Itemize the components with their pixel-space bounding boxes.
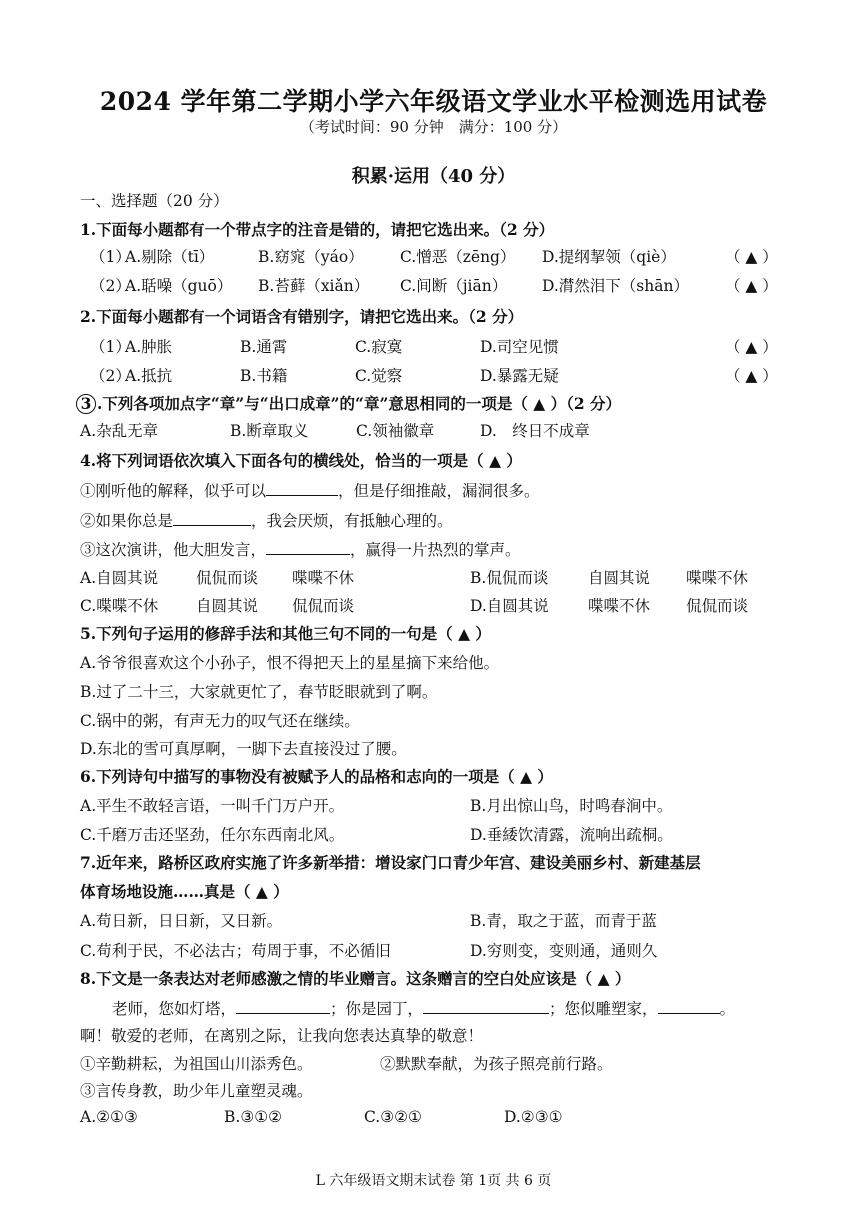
question-7-stem-line-1: 7.近年来，路桥区政府实施了许多新举措：增设家门口青少年宫、建设美丽乡村、新建基层 [80, 853, 701, 872]
option-c: C.觉察 [355, 367, 403, 385]
option-a: A.抵抗 [125, 367, 173, 385]
sentence-part: ，赢得一片热烈的掌声。 [350, 541, 521, 559]
sentence-part: ，我会厌烦，有抵触心理的。 [251, 512, 453, 530]
option-c: C.领袖徽章 [356, 422, 435, 440]
question-8-passage-line-1 [112, 997, 787, 1020]
question-8-stem: 8.下文是一条表达对老师感激之情的毕业赠言。这条赠言的空白处应该是（ ▲ ） [80, 969, 631, 988]
answer-bracket[interactable]: （ ▲ ） [725, 277, 778, 295]
option-b: B.月出惊山鸟，时鸣春涧中。 [470, 797, 673, 815]
option-a: A.②①③ [80, 1108, 138, 1126]
question-3-text: .下列各项加点字“章”与“出口成章”的“章”意思相同的一项是（ ▲ ）（2 分） [97, 394, 622, 413]
question-2-stem: 2.下面每小题都有一个词语含有错别字，请把它选出来。（2 分） [80, 307, 524, 326]
question-4-sentence-2 [80, 509, 787, 532]
option-c: C.苟利于民，不必法古；苟周于事，不必循旧 [80, 942, 391, 960]
item-1: ①辛勤耕耘，为祖国山川添秀色。 [80, 1055, 313, 1073]
row-label: （2） [90, 277, 131, 295]
option-d: D.垂緌饮清露，流响出疏桐。 [470, 826, 673, 844]
option-a-2: 侃侃而谈 [196, 569, 259, 587]
option-d: D.司空见惯 [480, 338, 559, 356]
option-b: B.书籍 [240, 367, 288, 385]
option-d: D.提纲挈领（qiè） [542, 248, 676, 266]
option-b-1: B.侃侃而谈 [470, 569, 549, 587]
option-c: C.寂寞 [355, 338, 403, 356]
exam-title: 2024 学年第二学期小学六年级语文学业水平检测选用试卷 [99, 87, 768, 116]
circled-number: 3 [76, 394, 96, 414]
question-5-stem: 5.下列句子运用的修辞手法和其他三句不同的一句是（ ▲ ） [80, 624, 491, 643]
option-d: D. 终日不成章 [480, 422, 590, 440]
question-7-stem-line-2: 体育场地设施……真是（ ▲ ） [80, 882, 289, 901]
option-b: B.青，取之于蓝，而青于蓝 [470, 912, 657, 930]
answer-bracket[interactable]: （ ▲ ） [725, 338, 778, 356]
option-b: B.苔藓（xiǎn） [258, 277, 370, 295]
option-b-3: 喋喋不休 [686, 569, 749, 587]
option-b-2: 自圆其说 [588, 569, 651, 587]
option-a-1: A.自圆其说 [80, 569, 159, 587]
option-c: C.千磨万击还坚劲，任尔东西南北风。 [80, 826, 345, 844]
question-1-stem: 1.下面每小题都有一个带点字的注音是错的，请把它选出来。（2 分） [80, 220, 555, 239]
question-6-stem: 6.下列诗句中描写的事物没有被赋予人的品格和志向的一项是（ ▲ ） [80, 767, 553, 786]
question-4-sentence-3 [80, 538, 787, 561]
question-5-option-a: A.爷爷很喜欢这个小孙子，恨不得把天上的星星摘下来给他。 [80, 654, 500, 672]
option-c: C.憎恶（zēng） [400, 248, 516, 266]
answer-bracket[interactable]: （ ▲ ） [725, 367, 778, 385]
option-a: A.剔除（tī） [125, 248, 215, 266]
exam-subtitle: （考试时间：90 分钟 满分：100 分） [299, 118, 568, 136]
option-d: D.潸然泪下（shān） [542, 277, 689, 295]
option-b: B.窈窕（yáo） [258, 248, 364, 266]
sentence-part: ，但是仔细推敲，漏洞很多。 [338, 482, 540, 500]
fill-blank[interactable] [658, 997, 720, 1014]
option-c: C.③②① [364, 1108, 422, 1126]
question-8-passage-line-2: 啊！敬爱的老师，在离别之际，让我向您表达真挚的敬意！ [80, 1027, 484, 1045]
question-5-option-d: D.东北的雪可真厚啊，一脚下去直接没过了腰。 [80, 740, 407, 758]
option-a: A.聒噪（guō） [125, 277, 233, 295]
option-c-1: C.喋喋不休 [80, 597, 159, 615]
option-c-3: 侃侃而谈 [292, 597, 355, 615]
part-title: 一、选择题（20 分） [80, 192, 229, 210]
question-4-sentence-1 [80, 479, 787, 502]
option-b: B.通霄 [240, 338, 288, 356]
passage-part: ；你是园丁， [330, 1000, 424, 1018]
question-8-item-3: ③言传身教，助少年儿童塑灵魂。 [80, 1082, 313, 1100]
option-d: D.暴露无疑 [480, 367, 559, 385]
option-d-1: D.自圆其说 [470, 597, 549, 615]
sentence-part: ①刚听他的解释，似乎可以 [80, 482, 267, 500]
option-d: D.穷则变，变则通，通则久 [470, 942, 658, 960]
option-a: A.肿胀 [125, 338, 173, 356]
question-5-option-b: B.过了二十三，大家就更忙了，春节眨眼就到了啊。 [80, 683, 438, 701]
sentence-part: ③这次演讲，他大胆发言， [80, 541, 267, 559]
question-4-stem: 4.将下列词语依次填入下面各句的横线处，恰当的一项是（ ▲ ） [80, 451, 522, 470]
question-3-stem [80, 393, 787, 415]
sentence-part: ②如果你总是 [80, 512, 174, 530]
answer-bracket[interactable]: （ ▲ ） [725, 248, 778, 266]
passage-part: 老师，您如灯塔， [112, 1000, 237, 1018]
option-c-2: 自圆其说 [196, 597, 259, 615]
row-label: （2） [90, 367, 131, 385]
passage-part: ；您似雕塑家， [549, 1000, 658, 1018]
option-a-3: 喋喋不休 [292, 569, 355, 587]
page-footer: L 六年级语文期末试卷 第 1页 共 6 页 [315, 1173, 552, 1189]
fill-blank[interactable] [266, 538, 350, 555]
option-d: D.②③① [504, 1108, 563, 1126]
fill-blank[interactable] [236, 997, 330, 1014]
option-a: A.平生不敢轻言语，一叫千门万户开。 [80, 797, 345, 815]
option-b: B.③①② [224, 1108, 283, 1126]
section-title: 积累·运用（40 分） [351, 166, 516, 187]
question-5-option-c: C.锅中的粥，有声无力的叹气还在继续。 [80, 712, 360, 730]
option-a: A.苟日新，日日新，又日新。 [80, 912, 283, 930]
option-b: B.断章取义 [230, 422, 309, 440]
fill-blank[interactable] [266, 479, 338, 496]
option-a: A.杂乱无章 [80, 422, 159, 440]
passage-part: 。 [719, 1000, 736, 1018]
fill-blank[interactable] [423, 997, 549, 1014]
option-d-2: 喋喋不休 [588, 597, 651, 615]
row-label: （1） [90, 338, 131, 356]
fill-blank[interactable] [173, 509, 251, 526]
option-d-3: 侃侃而谈 [686, 597, 749, 615]
item-2: ②默默奉献，为孩子照亮前行路。 [380, 1055, 613, 1073]
row-label: （1） [90, 248, 131, 266]
option-c: C.间断（jiān） [400, 277, 508, 295]
